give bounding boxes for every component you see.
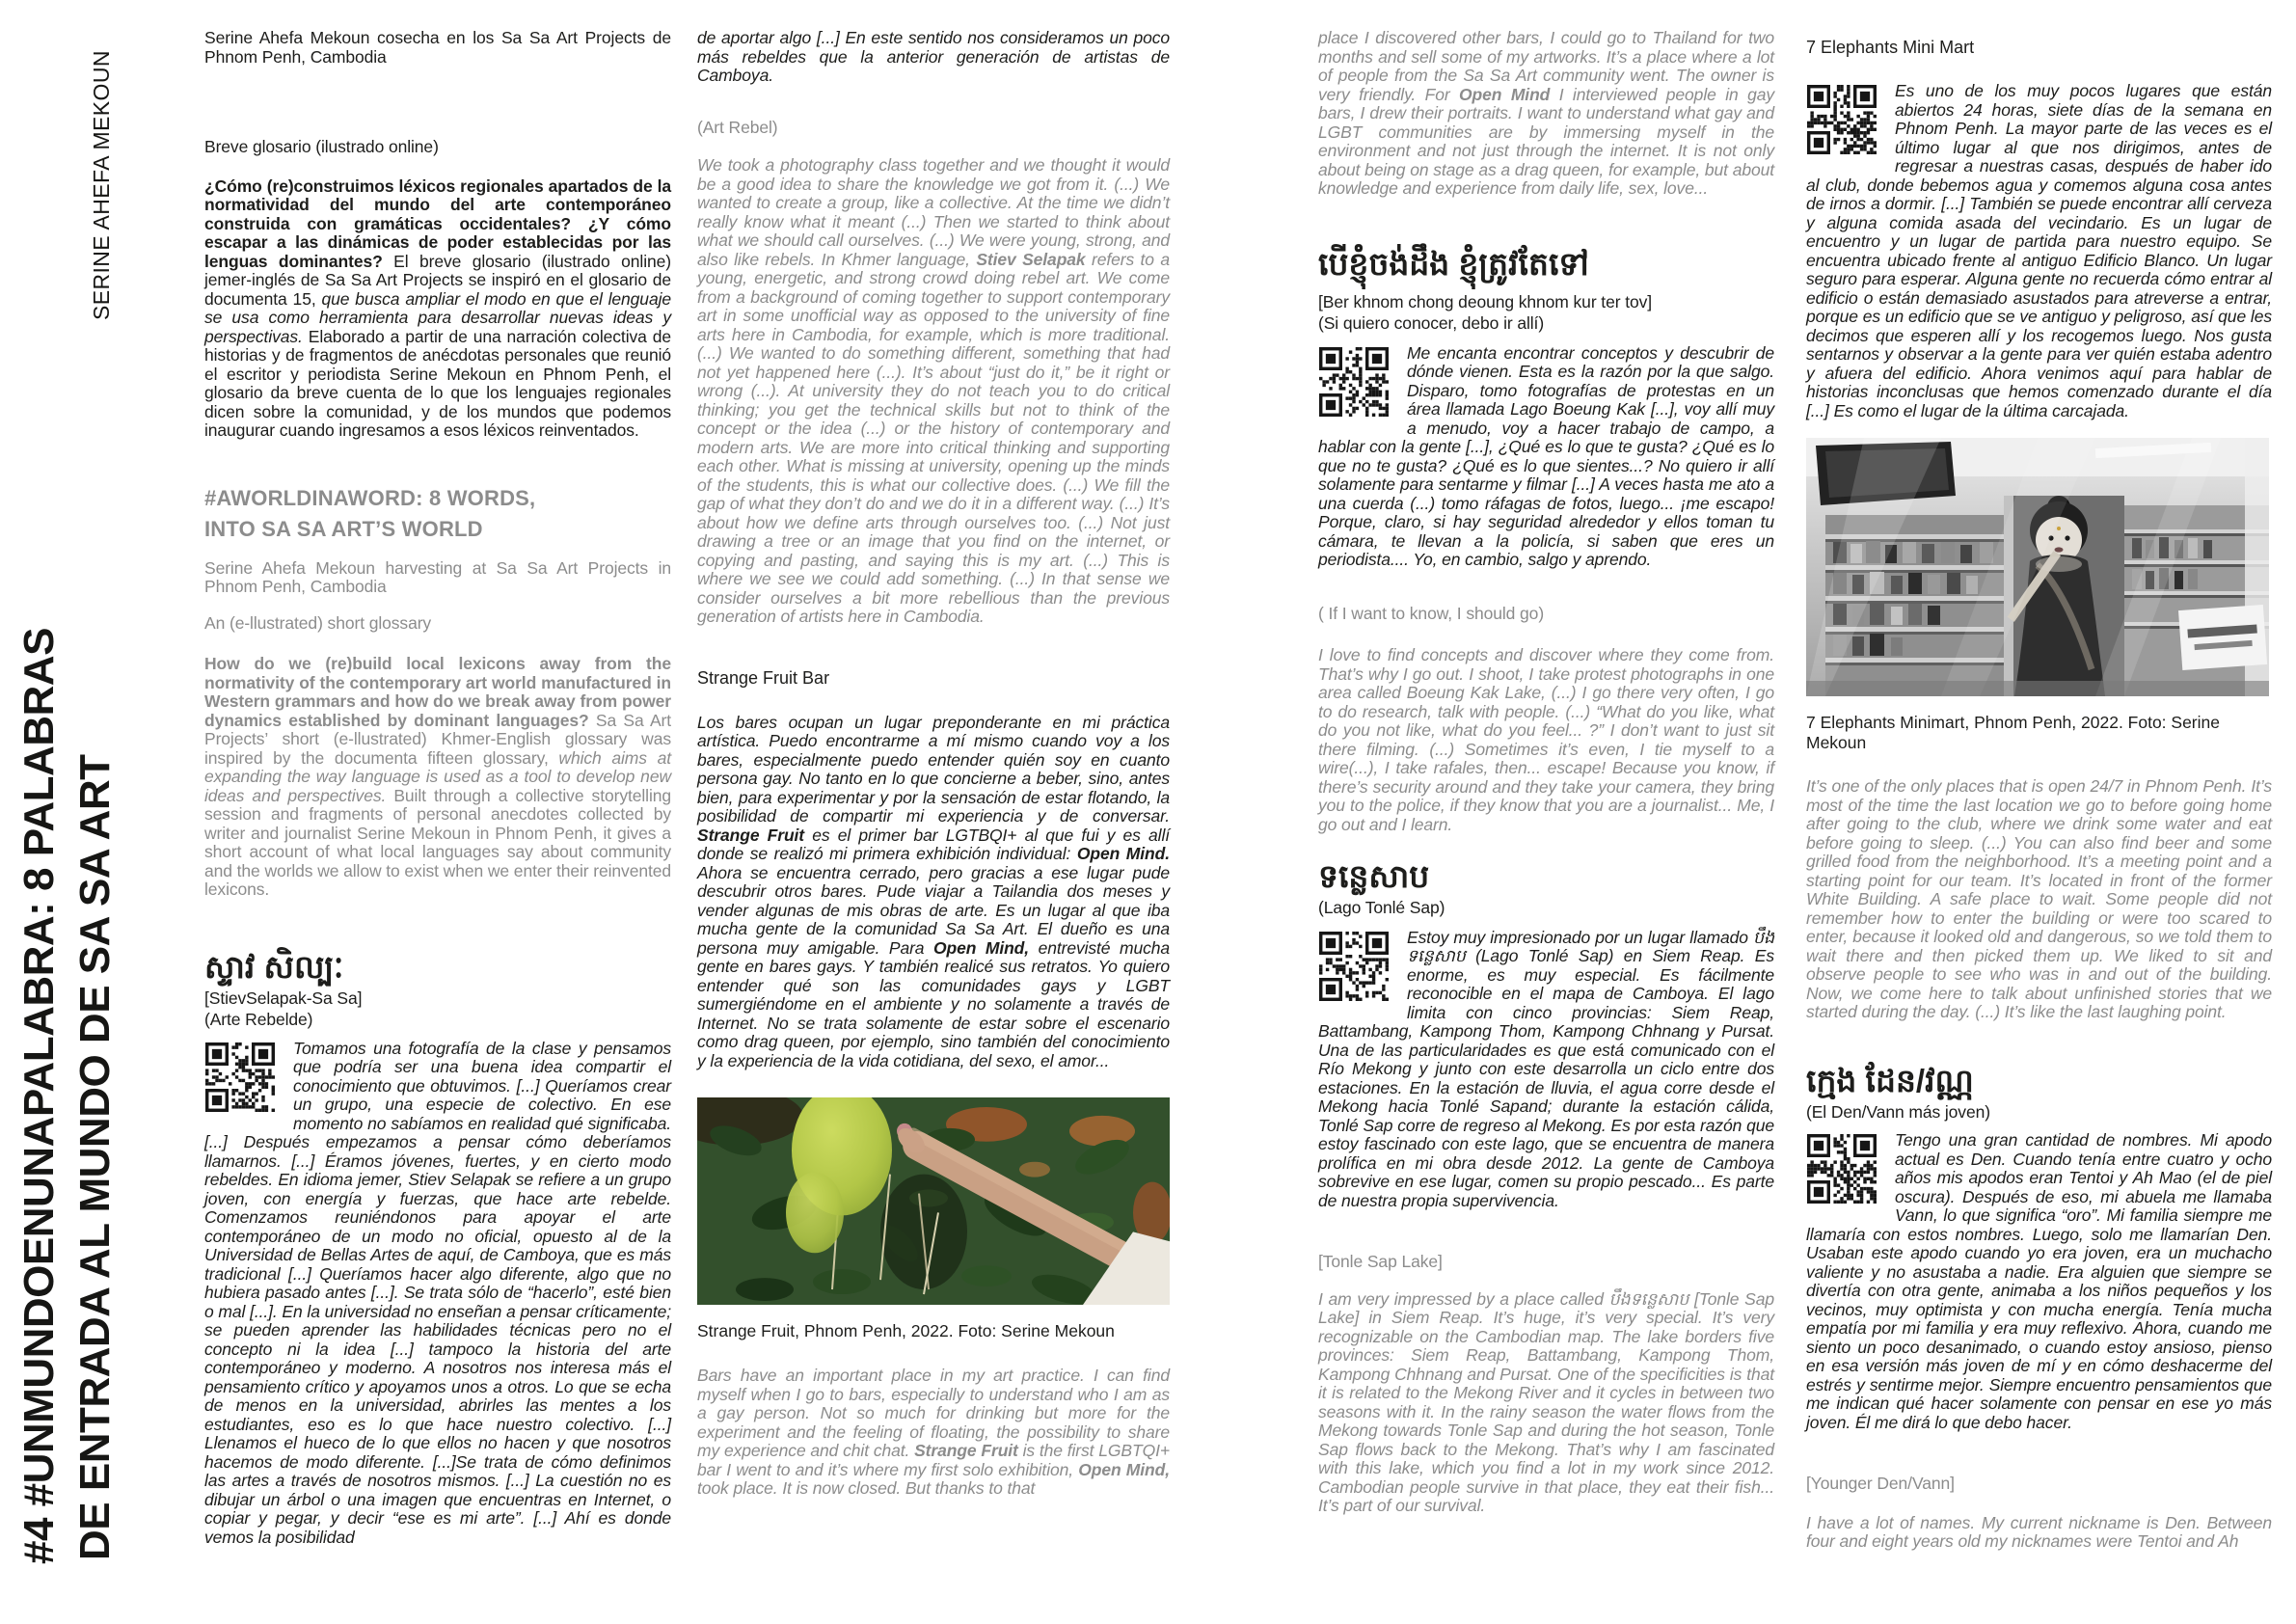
anecdote-en-tonle-sap: I am very impressed by a place called បឹងទន្លេសាប [Tonle Sap Lake] in Siem Reap. It’s huge, it’s very special. It’s very recognizable on the Cambodian map. The lake borders five provinces: Siem Reap, Battambang, Kampong Thom, Kampong Chhnang and Pursat. One of the specificities is that it is related to the Mekong River and it cycles in between two seasons with it. In the rainy season the water flows from the Mekong towards Tonle Sap and during the hot season, Tonle Sap flows back to the Mekong. That’s why I am fascinated with this lake, which you find a lot in my work since 2012. Cambodian people survive in that place, they eat their fish... It’s part of our survival. (1318, 1288, 1774, 1515)
label-en-art-rebel: (Art Rebel) (697, 117, 778, 137)
anecdote-es-stievselapak (204, 1040, 671, 1548)
heading-en-line1: #AWORLDINAWORD: 8 WORDS, (204, 485, 536, 510)
anecdote-es-stievselapak-cont: de aportar algo [...] En este sentido nos consideramos un poco más rebeldes que la anterior generación de artistas de Camboya. (697, 28, 1170, 85)
anecdote-es-ber-khnom (1318, 344, 1774, 570)
section-heading-strange-fruit: Strange Fruit Bar (697, 667, 830, 688)
anecdote-en-den-vann: I have a lot of names. My current nickname is Den. Between four and eight years old my nicknames were Tentoi and Ah (1806, 1512, 2272, 1551)
anecdote-es-tonle-sap (1318, 929, 1774, 1211)
anecdote-en-7-elephants: It’s one of the only places that is open 24/7 in Phnom Penh. It’s most of the time the last location we go to before going home after going to the club, where we drink some water and eat before going to sleep. (...) You can also find beer and some grilled food from the neighborhood. It’s a meeting point and a starting point for our team. It’s located in front of the former White Building. A safe place to wait. Some people did not remember how to enter the building or were too scared to enter, because it looked old and dangerous, so we told them to wait there and then picked them up. We liked to sit and observe people to see who was in and out of the building. Now, we come here to talk about unfinished stories that we started during the day. (...) It’s like the last laughing point. (1806, 776, 2272, 1021)
heading-en (204, 483, 671, 545)
anecdote-es-stievselapak-text: Tomamos una fotografía de la clase y pensamos que podría ser una buena idea compartir el conocimiento que obtuvimos. [...] Queríamos crear un grupo, una especie de colectivo. En ese momento no sabíamos en realidad qué significaba. [...] Después empezamos a pensar cómo deberíamos llamarnos. [...] Éramos jóvenes, fuertes, y en cierto modo rebeldes. En idioma jemer, Stiev Selapak se refiere a un grupo joven, con energía y fuerzas, que hace arte rebelde. Comenzamos reuniéndonos para apoyar el arte contemporáneo de un modo no oficial, opuesto al de la Universidad de Bellas Artes de aquí, de Camboya, que es más tradicional [...] Queríamos hacer algo diferente, algo que no hubiera pasado antes [...]. Se trata sólo de “hacerlo”, esté bien o mal [...]. En la universidad no enseñan a pensar críticamente; se pueden aprender las habilidades técnicas pero no el concepto ni la idea [...] tampoco la historia del arte contemporáneo y moderno. A nosotros nos interesa más el pensamiento crítico y apoyamos unos a otros. Lo que se echa de menos en la universidad, abrirles las mentes a los estudiantes, eso es lo que hace nuestro colectivo. [...] Llenamos el hueco de lo que ellos no hacen y que nosotros hacemos de modo diferente. [...]Se trata de cómo definimos las artes a través de nosotros mismos. [...] La cuestión no es dibujar un árbol o una imagen que encuentras en Internet, o copiar y pegar, y decir “ese es mi arte”. [...] Ahí es donde vemos la posibilidad (204, 1038, 671, 1547)
7-elephants-photo (1806, 438, 2272, 696)
kicker-es: Serine Ahefa Mekoun cosecha en los Sa Sa Art Projects de Phnom Penh, Cambodia (204, 28, 671, 67)
label-es-den-vann: (El Den/Vann más joven) (1806, 1101, 1990, 1122)
qr-code-icon (204, 1042, 276, 1112)
anecdote-en-stievselapak: We took a photography class together and we thought it would be a good idea to share the knowledge we got from it. (...) We wanted to create a group, like a collective. At the time we didn’t really know what it meant (...) Then we started to think about what we should call ourselves. (...) We were young, strong, and also like rebels. In Khmer language, Stiev Selapak refers to a young, energetic, and strong crowd doing rebel art. We come from a background of coming together to support contemporary art in some unofficial way as opposed to the university of fine arts here in Cambodia, for example, which is more traditional. (...) We wanted to do something different, something that had not yet happened here (...). It’s about “just do it,” be it right or wrong (...). At university they do not teach you to do critical thinking; you get the technical skills but not to think of the concept or the idea (...) or the history of contemporary and modern arts. We are more into critical thinking and supporting each other. What is missing at university, opening up the minds of the students, this is what our collective does. (...) We fill the gap of what they don’t do and we do it in a different way. (...) It’s about how we define arts through ourselves too. (...) Not just drawing a tree or an image that you find on the internet, or copying and pasting, and saying this is my art. (...) This is where we see we could add something. (...) In that sense we consider ourselves a bit more rebellious than the previous generation of artists here in Cambodia. (697, 155, 1170, 626)
qr-code-icon (1318, 932, 1390, 1001)
qr-code-icon (1318, 347, 1390, 417)
glossary-label-en: An (e-llustrated) short glossary (204, 612, 432, 633)
label-es-ber-khnom: (Si quiero conocer, debo ir allí) (1318, 313, 1545, 333)
anecdote-en-strange-fruit-cont: place I discovered other bars, I could go to Thailand for two months and sell some of my artworks. It’s a place where a lot of people from the Sa Sa Art community went. The owner is very friendly. For Open Mind I interviewed people in gay bars, I drew their portraits. I want to understand what gay and LGBT communities are by immersing myself in the environment and not just through the internet. It is not only about being on stage as a drag queen, for example, but about knowledge and experience from daily life, sex, love... (1318, 28, 1774, 198)
glossary-label-es: Breve glosario (ilustrado online) (204, 137, 439, 156)
anecdote-es-den-vann-text: Tengo una gran cantidad de nombres. Mi apodo actual es Den. Cuando tenía entre cuatro y ocho años mis apodos eran Tentoi y Ah Mao (el de piel oscura). Después de eso, mi abuela me llamaba Vann, lo que significa “oro”. Mi familia siempre me llamaría con estos nombres. Luego, solo me llamarían Den. Usaban este apodo cuando yo era joven, era un muchacho valiente y no asustaba a nadie. Era alguien que siempre se divertía con otra gente, animaba a los niños pequeños y los vecinos, muy optimista y con mucha energía. Tenía mucha empatía por mi familia y era muy reflexivo. Ahora, cuando me siento un poco desanimado, o cuando estoy ansioso, pienso en esa versión más joven de mí y en cómo deshacerme del estrés y sentirme mejor. Siempre encuentro pensamientos que me indican qué hacer solamente con pensar en ese yo más joven. Él me dirá lo que debo hacer. (1806, 1130, 2272, 1432)
strange-fruit-photo (697, 1097, 1170, 1305)
7-elephants-photo-image (1806, 438, 2269, 696)
spine-title-line1: #4 #UNMUNDOENUNAPALABRA: 8 PALABRAS (15, 628, 63, 1564)
section-heading-7-elephants: 7 Elephants Mini Mart (1806, 38, 1975, 57)
anecdote-es-ber-khnom-text: Me encanta encontrar conceptos y descubrir de dónde vienen. Esta es la razón por la que salgo. Disparo, tomo fotografías de protestas en un área llamada Lago Boeung Kak [...], voy allí muy a menudo, voy a hacer trabajo de campo, a hablar con la gente [...], ¿Qué es lo que te gusta? ¿Qué es lo que no te gusta? ¿Qué es lo que sientes...? No quiero ir allí solamente para sentarme y filmar [...] A veces hasta me ato a una cuerda (...) tomo ráfagas de fotos, luego... ¡me escapo! Porque, claro, si hay seguridad alrededor y ellos toman tu cámara, te llevan a la policía, si saben que eres un periodista.... Yo, en cambio, salgo y aprendo. (1318, 342, 1774, 569)
label-es-tonle-sap: (Lago Tonlé Sap) (1318, 898, 1445, 917)
anecdote-es-7-elephants-text: Es uno de los muy pocos lugares que están abiertos 24 horas, siete días de la semana en Phnom Penh. La mayor parte de las veces es el último lugar al que nos dirigimos, antes de regresar a nuestras casas, después de haber ido al club, donde bebemos agua y comemos alguna cosa antes de irnos a dormir. [...] También se puede encontrar allí cerveza y alguna comida asada del vecindario. Es un lugar de encuentro y un lugar de partida para nuestro equipo. Se encuentra ubicado frente al antiguo Edificio Blanco. Un lugar seguro para esperar. Alguna gente no recuerda cómo entrar al edificio o están demasiado asustados para atreverse a entrar, porque es un edificio que se ve antiguo y peligroso, así que les decimos que esperen allí y los recogemos luego. Nos gusta sentarnos y observar a la gente para ver quién estaba adentro y afuera del edificio. Ahora venimos aquí para hablar de historias inconclusas que hemos comenzado durante el día [...] Es como el lugar de la última carcajada. (1806, 81, 2272, 420)
label-en-den-vann: [Younger Den/Vann] (1806, 1474, 1955, 1493)
label-en-tonle-sap: [Tonle Sap Lake] (1318, 1252, 1443, 1271)
spine-author: SERINE AHEFA MEKOUN (89, 50, 114, 320)
intro-en: How do we (re)build local lexicons away from the normativity of the contemporary art world manufactured in Western grammars and how do we break away from power dynamics established by dominant languages? Sa Sa Art Projects’ short (e-llustrated) Khmer-English glossary was inspired by the documenta fifteen glossary, which aims at expanding the way language is used as a tool to develop new ideas and perspectives. Built through a collective storytelling session and fragments of personal anecdotes collected by writer and journalist Serine Mekoun in Phnom Penh, it gives a short account of what local languages say about community and the worlds we allow to exist when we enter their reinvented lexicons. (204, 654, 672, 899)
column-3 (1318, 29, 1774, 1516)
column-4 (1806, 29, 2272, 1552)
anecdote-en-strange-fruit: Bars have an important place in my art practice. I can find myself when I go to bars, especially to understand who I am as a gay person. Not so much for drinking but more for the experiment and the feeling of floating, the possibility to share my experience and chit chat. Strange Fruit is the first LGBTQI+ bar I went to and it’s where my first solo exhibition, Open Mind, took place. It is now closed. But thanks to that (697, 1366, 1170, 1498)
strange-fruit-photo-image (697, 1097, 1170, 1305)
heading-en-line2: INTO SA SA ART’S WORLD (204, 516, 483, 541)
anecdote-es-tonle-sap-text: Estoy muy impresionado por un lugar llamado បឹងទន្លេសាប (Lago Tonlé Sap) en Siem Reap. Es enorme, es muy especial. Es fácilmente reconocible en el mapa de Camboya. El lago limita con cinco provincias: Siem Reap, Battambang, Kampong Thom, Kampong Chhnang y Pursat. Una de las particularidades es que está comunicado con el Río Mekong y junto con este desarrolla un ciclo entre dos estaciones. En la estación de lluvia, el agua corre desde el Mekong hacia Tonlé Sapand; durante la estación cálida, Tonlé Sap corre de regreso al Mekong. Es por esta razón que estoy fascinado con este lago, que se encuentra de manera prolífica en mi obra desde 2012. La gente de Camboya sobrevive en ese lugar, comen su propio pescado... Es parte de nuestra propia supervivencia. (1318, 927, 1774, 1210)
translit-stievselapak: [StievSelapak-Sa Sa] (204, 988, 363, 1008)
column-2 (697, 29, 1170, 1499)
khmer-heading-tonle-sap: ទន្លេសាប (1318, 858, 1430, 894)
qr-code-icon (1806, 1134, 1877, 1204)
qr-code-icon (1806, 85, 1877, 154)
anecdote-es-strange-fruit: Los bares ocupan un lugar preponderante en mi práctica artística. Puedo encontrarme a mí mismo cuando voy a los bares, especialmente puedo entender quién soy en cuanto persona gay. No tanto en lo que concierne a beber, sino, antes bien, para experimentar y por la sensación de estar flotando, la posibilidad de compartir mi experiencia y de conversar. Strange Fruit es el primer bar LGTBQI+ al que fui y es allí donde se realizó mi primera exhibición individual: Open Mind. Ahora se encuentra cerrado, pero gracias a ese lugar pude descubrir otros bares. Pude viajar a Tailandia dos meses y vender algunas de mis obras de arte. Es un lugar al que iba mucha gente de la comunidad Sa Sa Art. El dueño es una persona muy amigable. Para Open Mind, entrevisté mucha gente en bares gays. Y también realicé sus retratos. Yo quiero entender qué son las comunidades gays y LGBT sumergiéndome en el ambiente y no solamente a través de Internet. No se trata solamente de estar sobre el escenario como drag queen, por ejemplo, sino también del conocimiento y la experiencia de la vida cotidiana, del sexo, el amor... (697, 712, 1171, 1070)
kicker-en: Serine Ahefa Mekoun harvesting at Sa Sa Art Projects in Phnom Penh, Cambodia (204, 557, 671, 596)
label-es-arte-rebelde: (Arte Rebelde) (204, 1010, 313, 1029)
intro-es: ¿Cómo (re)construimos léxicos regionales apartados de la normatividad del mundo del arte contemporáneo construida con gramáticas occidentales? ¿Y cómo escapar a las dinámicas de poder establecidas por las lenguas dominantes? El breve glosario (ilustrado online) jemer-inglés de Sa Sa Art Projects se inspiró en el glosario de documenta 15, que busca ampliar el modo en que el lenguaje se usa como herramienta para desarrollar nuevas ideas y perspectivas. Elaborado a partir de una narración colectiva de historias y de fragmentos de anécdotas personales que reunió el escritor y periodista Serine Mekoun en Phnom Penh, el glosario da breve cuenta de lo que los lenguajes regionales dicen sobre la comunidad, y de los mundos que podemos inaugurar cuando ingresamos a esos léxicos reinventados. (204, 176, 671, 440)
spine-title-line2: DE ENTRADA AL MUNDO DE SA SA ART (71, 754, 119, 1560)
anecdote-es-den-vann (1806, 1131, 2272, 1432)
khmer-heading-stievselapak: ស្ទាវ សិល្បៈ (204, 948, 344, 985)
anecdote-en-ber-khnom: I love to find concepts and discover where they come from. That’s why I go out. I shoot, I take protest photographs in one area called Boeung Kak Lake, (...) I go there very often, I go to do research, talk with people. (...) “What do you like, what do you not like, what do you feel... ?” I don’t want to just sit there filming. (...) Sometimes it’s even, I tie myself to a wire(...), I take rafales, then... escape! Because you know, if there’s security around and they take your camera, they bring you to the police, if they know that you are a journalist... Me, I go out and I learn. (1318, 645, 1774, 834)
caption-7-elephants: 7 Elephants Minimart, Phnom Penh, 2022. Foto: Serine Mekoun (1806, 713, 2220, 752)
column-1 (204, 29, 671, 1547)
anecdote-es-7-elephants (1806, 82, 2272, 420)
translit-ber-khnom: [Ber khnom chong deoung khnom kur ter tov] (1318, 291, 1652, 311)
khmer-heading-den-vann: ក្មេង ដែន/វណ្ណ (1806, 1062, 1974, 1098)
caption-strange-fruit: Strange Fruit, Phnom Penh, 2022. Foto: Serine Mekoun (697, 1321, 1115, 1340)
label-en-ber-khnom: ( If I want to know, I should go) (1318, 603, 1545, 623)
khmer-heading-ber-khnom: បើខ្ញុំចង់ដឹង ខ្ញុំត្រូវតែទៅ (1318, 245, 1589, 282)
